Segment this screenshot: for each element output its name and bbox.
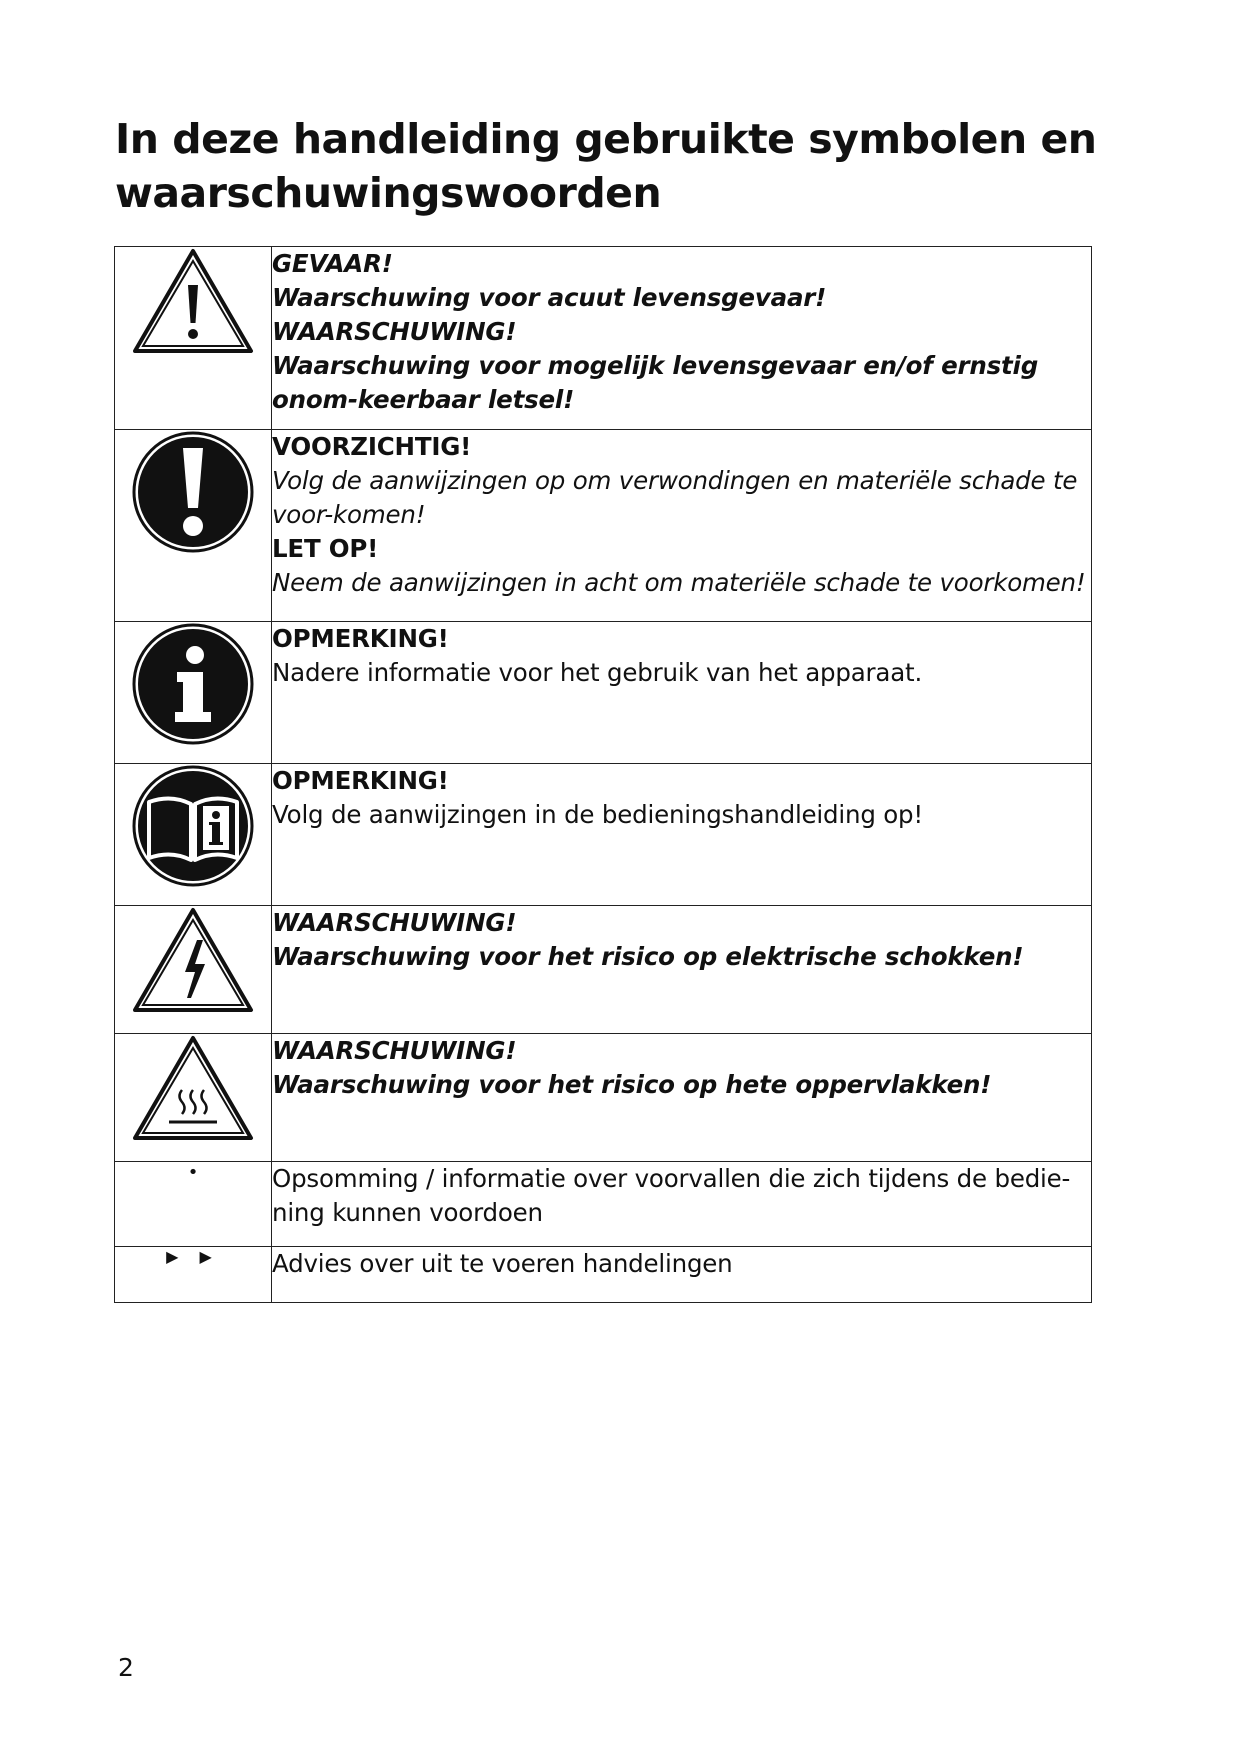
hot-surface-triangle-icon [131,1034,255,1142]
signal-word: WAARSCHUWING! [272,317,517,346]
table-row [115,247,1092,430]
description-cell [272,764,1092,906]
table-row [115,1247,1092,1303]
warning-exclamation-triangle-icon [131,247,255,355]
table-row [115,906,1092,1034]
description-cell [272,430,1092,622]
table-row [115,764,1092,906]
note-text: Nadere informatie voor het gebruik van het apparaat. [272,658,923,687]
description-cell [272,622,1092,764]
electric-shock-triangle-icon [131,906,255,1014]
caution-text: Neem de aanwijzingen in acht om materiële schade te voorkomen! [272,568,1086,597]
table-row [115,1034,1092,1162]
icon-cell [115,906,272,1034]
page-title: In deze handleiding gebruikte symbolen en waarschuwingswoorden [115,115,1097,217]
icon-cell [115,1162,272,1247]
caution-exclamation-circle-icon [131,430,255,554]
icon-cell [115,764,272,906]
symbols-table [114,246,1092,1303]
signal-word: WAARSCHUWING! [272,1036,517,1065]
note-text: Opsomming / informatie over voorvallen die zich tijdens de bedie-ning kunnen voordoen [272,1164,1071,1227]
table-row [115,622,1092,764]
action-arrows-icon: ▶ ▶ [166,1247,220,1266]
icon-cell [115,1034,272,1162]
signal-word: OPMERKING! [272,766,449,795]
signal-word: OPMERKING! [272,624,449,653]
warning-text: Waarschuwing voor acuut levensgevaar! [272,283,827,312]
warning-text: Waarschuwing voor mogelijk levensgevaar en/of ernstig onom-keerbaar letsel! [272,351,1039,414]
info-circle-icon [131,622,255,746]
signal-word: GEVAAR! [272,249,393,278]
manual-book-info-icon [131,764,255,888]
bullet-dot-icon: • [187,1162,199,1183]
description-cell [272,1247,1092,1303]
note-text: Volg de aanwijzingen in de bedieningshandleiding op! [272,800,924,829]
description-cell [272,247,1092,430]
page-number: 2 [118,1653,134,1682]
icon-cell [115,622,272,764]
table-row [115,1162,1092,1247]
description-cell [272,906,1092,1034]
icon-cell [115,247,272,430]
caution-text: Volg de aanwijzingen op om verwondingen en materiële schade te voor-komen! [272,466,1078,529]
description-cell [272,1162,1092,1247]
note-text: Advies over uit te voeren handelingen [272,1249,733,1278]
warning-text: Waarschuwing voor het risico op elektrische schokken! [272,942,1024,971]
warning-text: Waarschuwing voor het risico op hete oppervlakken! [272,1070,992,1099]
description-cell [272,1034,1092,1162]
signal-word: WAARSCHUWING! [272,908,517,937]
table-row [115,430,1092,622]
signal-word: LET OP! [272,534,379,563]
signal-word: VOORZICHTIG! [272,432,472,461]
icon-cell [115,430,272,622]
icon-cell [115,1247,272,1303]
